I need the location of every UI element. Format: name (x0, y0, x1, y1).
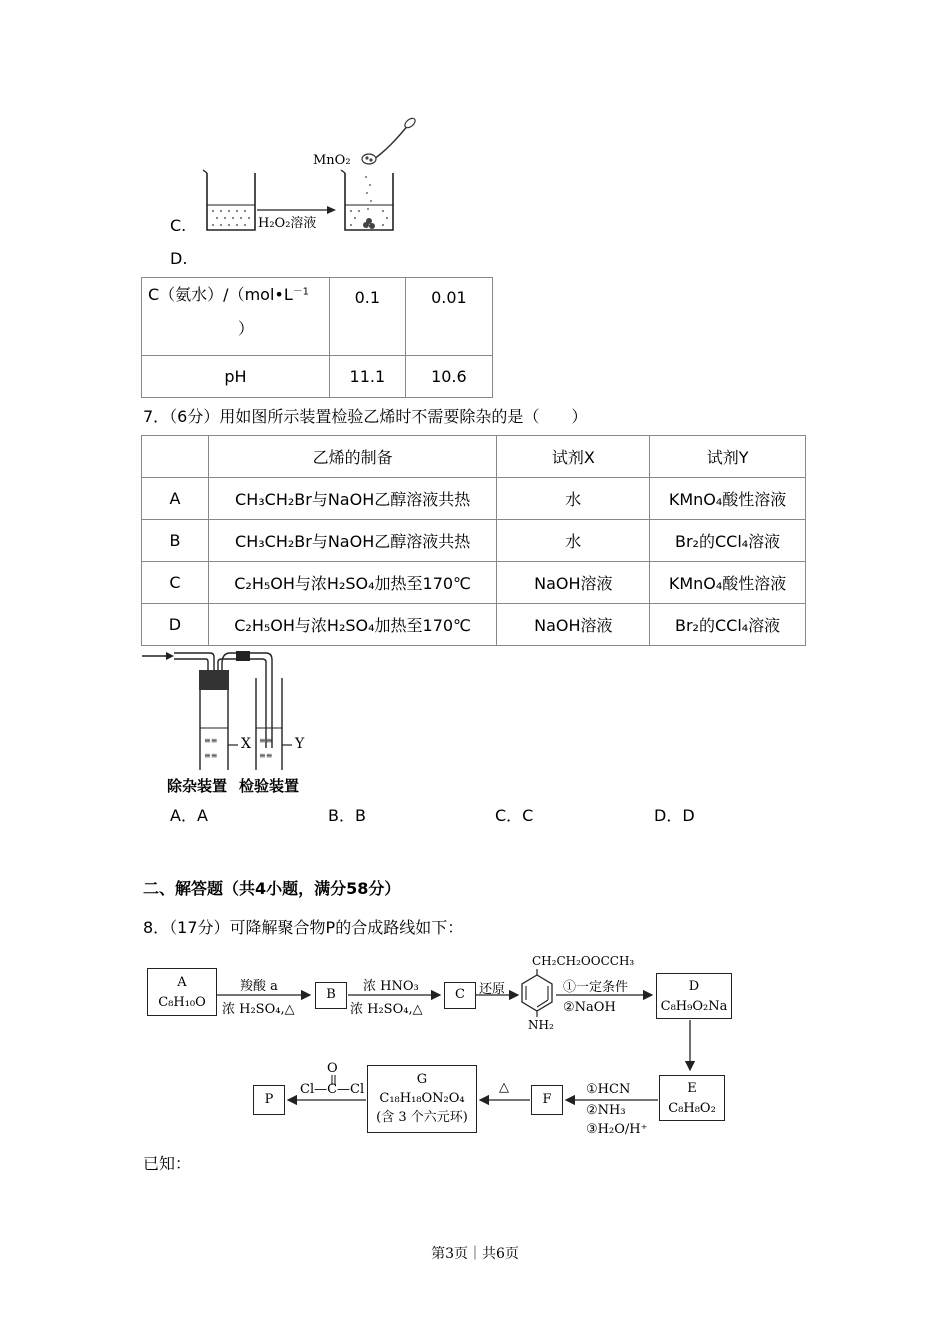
ph-value-1: 11.1 (329, 356, 405, 398)
purification-caption: 除杂装置 (167, 777, 228, 795)
compound-b-box (315, 982, 347, 1009)
row-prep: C₂H₅OH与浓H₂SO₄加热至170℃ (208, 562, 497, 604)
known-label: 已知： (143, 1154, 192, 1173)
compound-p-label: P (264, 1092, 274, 1107)
step4-bottom: ②NaOH (563, 1000, 616, 1015)
table-row (142, 478, 806, 520)
step2-top: 浓 HNO₃ (363, 979, 419, 994)
row-label: D (142, 604, 209, 646)
row-prep: CH₃CH₂Br与NaOH乙醇溶液共热 (208, 520, 497, 562)
svg-text:≡≡: ≡≡ (259, 751, 273, 760)
row-x: NaOH溶液 (497, 562, 650, 604)
q7-table (141, 435, 806, 646)
apparatus-diagram (140, 648, 320, 770)
compound-e-label: E (687, 1081, 697, 1096)
q7-text: 7．（6分）用如图所示装置检验乙烯时不需要除杂的是（ ） (143, 407, 588, 426)
choice-c[interactable]: C．C (495, 806, 534, 825)
row-x: 水 (497, 478, 650, 520)
table-row (142, 562, 806, 604)
detection-caption: 检验装置 (239, 777, 300, 795)
mno2-label: MnO₂ (313, 153, 351, 168)
svg-text:≡≡: ≡≡ (204, 751, 218, 760)
row-x: NaOH溶液 (497, 604, 650, 646)
table-row (142, 604, 806, 646)
compound-d-formula: C₈H₉O₂Na (660, 999, 728, 1014)
option-d-label: D. (170, 249, 188, 268)
compound-c-box (444, 982, 476, 1009)
struct-top: CH₂CH₂OOCCH₃ (532, 954, 635, 968)
ammonia-header-cell (142, 278, 330, 356)
compound-e-box (659, 1075, 725, 1121)
compound-g-box (367, 1065, 477, 1133)
compound-d-label: D (688, 979, 700, 994)
q7-header-empty (142, 436, 209, 478)
compound-b-label: B (326, 987, 336, 1002)
x-label: X (241, 736, 251, 752)
ph-label: pH (142, 356, 330, 398)
compound-c-label: C (455, 987, 465, 1002)
compound-a-formula: C₈H₁₀O (158, 995, 206, 1010)
option-c-label: C. (170, 216, 187, 235)
row-label: A (142, 478, 209, 520)
step2-bottom: 浓 H₂SO₄,△ (350, 1002, 423, 1017)
q7-header-prep: 乙烯的制备 (208, 436, 497, 478)
row-prep: CH₃CH₂Br与NaOH乙醇溶液共热 (208, 478, 497, 520)
compound-e-formula: C₈H₈O₂ (668, 1101, 716, 1116)
y-label: Y (295, 736, 305, 752)
step5-line1: ①HCN (586, 1082, 631, 1097)
q7-header-y: 试剂Y (650, 436, 806, 478)
row-prep: C₂H₅OH与浓H₂SO₄加热至170℃ (208, 604, 497, 646)
row-label: B (142, 520, 209, 562)
ammonia-header-close: ） (238, 319, 255, 338)
svg-text:≡≡: ≡≡ (204, 736, 218, 745)
conc-value-1: 0.1 (329, 278, 405, 356)
compound-a-box (147, 968, 217, 1016)
compound-f-box (531, 1085, 563, 1115)
compound-p-box (253, 1085, 285, 1115)
row-label: C (142, 562, 209, 604)
ammonia-ph-table (141, 277, 493, 398)
conc-value-2: 0.01 (405, 278, 492, 356)
compound-d-box (656, 973, 732, 1019)
choice-d[interactable]: D．D (654, 806, 695, 825)
q7-header-x: 试剂X (497, 436, 650, 478)
choice-b[interactable]: B．B (328, 806, 366, 825)
step4-top: ①一定条件 (563, 980, 629, 995)
compound-a-label: A (177, 975, 187, 990)
ammonia-header-text: C（氨水）/（mol•L (148, 285, 293, 304)
table-row (142, 520, 806, 562)
step1-top: 羧酸 a (240, 979, 278, 994)
page-footer: 第3页｜共6页 (431, 1246, 519, 1262)
step6-label: △ (499, 1080, 509, 1095)
phosgene-o: O (327, 1061, 338, 1076)
row-y: Br₂的CCl₄溶液 (650, 604, 806, 646)
row-y: Br₂的CCl₄溶液 (650, 520, 806, 562)
row-x: 水 (497, 520, 650, 562)
compound-g-label: G (416, 1072, 428, 1087)
step5-line2: ②NH₃ (586, 1103, 626, 1118)
step5-line3: ③H₂O/H⁺ (586, 1122, 648, 1137)
compound-f-label: F (542, 1092, 552, 1107)
phosgene-reagent: Cl—C—Cl (300, 1082, 365, 1097)
ammonia-header-exp: －1 (292, 286, 309, 298)
choice-a[interactable]: A．A (170, 806, 208, 825)
svg-text:≡≡: ≡≡ (259, 736, 273, 745)
row-y: KMnO₄酸性溶液 (650, 478, 806, 520)
h2o2-solution-label: H₂O₂溶液 (258, 216, 317, 231)
compound-g-note: (含 3 个六元环) (376, 1110, 468, 1125)
row-y: KMnO₄酸性溶液 (650, 562, 806, 604)
ph-value-2: 10.6 (405, 356, 492, 398)
section-title: 二、解答题（共4小题，满分58分） (143, 879, 401, 898)
step1-bottom: 浓 H₂SO₄,△ (222, 1002, 295, 1017)
step3-label: 还原 (479, 982, 506, 997)
q8-text: 8．（17分）可降解聚合物P的合成路线如下： (143, 918, 464, 937)
struct-bottom: NH₂ (528, 1018, 554, 1032)
compound-g-formula: C₁₈H₁₈ON₂O₄ (379, 1091, 465, 1106)
